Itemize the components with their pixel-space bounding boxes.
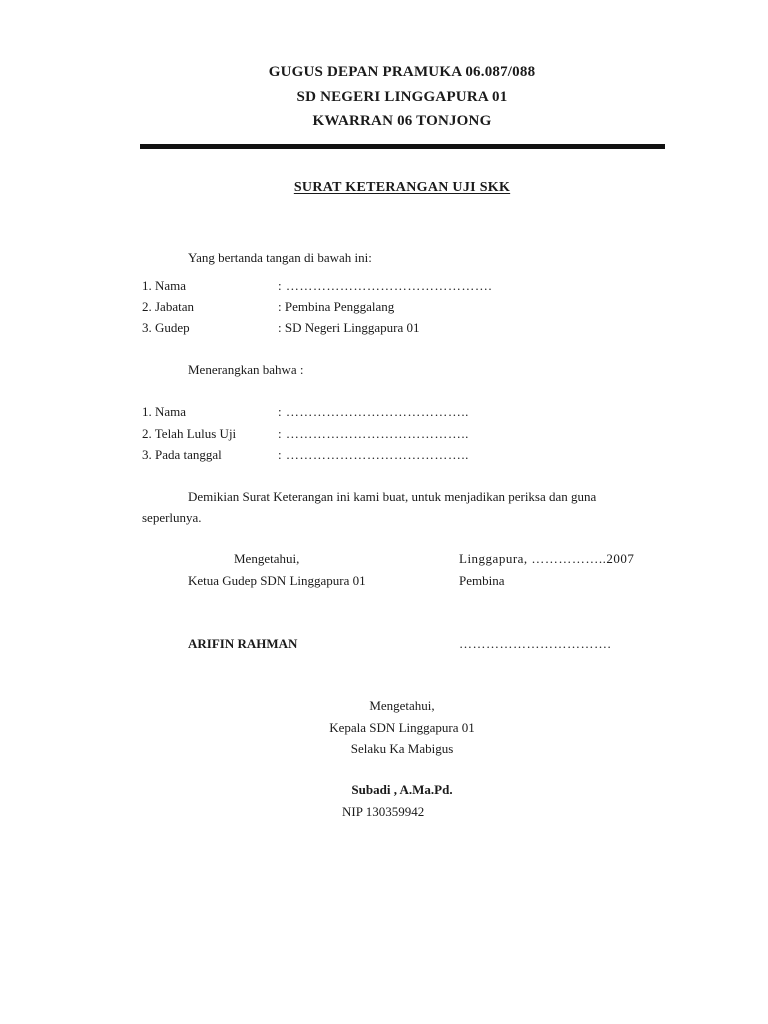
subject-date-value: : ………………………………….. — [278, 447, 469, 462]
left-role: Ketua Gudep SDN Linggapura 01 — [188, 573, 366, 588]
right-place-date: Linggapura, ……………..2007 — [459, 551, 635, 566]
footer-acknowledge: Mengetahui, — [369, 698, 435, 713]
subject-name-value: : ………………………………….. — [278, 404, 469, 419]
header-divider — [140, 144, 665, 149]
right-signer-name: ……………………………. — [459, 636, 612, 651]
header-line-1: GUGUS DEPAN PRAMUKA 06.087/088 — [268, 64, 536, 80]
subject-date-label: 3. Pada tanggal — [142, 447, 222, 462]
header-line-3: KWARRAN 06 TONJONG — [312, 113, 492, 129]
signer-gudep-value: : SD Negeri Linggapura 01 — [278, 320, 420, 335]
document-title: SURAT KETERANGAN UJI SKK — [293, 180, 511, 195]
signer-gudep-label: 3. Gudep — [142, 320, 190, 335]
closing-line-1: Demikian Surat Keterangan ini kami buat, untuk menjadikan periksa dan guna — [188, 489, 597, 504]
left-signer-name: ARIFIN RAHMAN — [188, 636, 298, 651]
left-acknowledge: Mengetahui, — [234, 551, 300, 566]
subject-name-label: 1. Nama — [142, 404, 187, 419]
footer-role-line-2: Selaku Ka Mabigus — [350, 741, 454, 756]
signer-position-value: : Pembina Penggalang — [278, 299, 395, 314]
subject-passed-label: 2. Telah Lulus Uji — [142, 426, 237, 441]
signer-name-value: : ………………………………………. — [278, 278, 493, 293]
closing-line-2: seperlunya. — [142, 510, 202, 525]
header-line-2: SD NEGERI LINGGAPURA 01 — [296, 89, 508, 105]
footer-role-line-1: Kepala SDN Linggapura 01 — [329, 720, 475, 735]
intro-text: Yang bertanda tangan di bawah ini: — [188, 250, 372, 265]
signer-position-label: 2. Jabatan — [142, 299, 194, 314]
right-role: Pembina — [459, 573, 505, 588]
footer-nip: NIP 130359942 — [342, 804, 425, 819]
footer-signer-name: Subadi , A.Ma.Pd. — [351, 782, 453, 797]
signer-name-label: 1. Nama — [142, 278, 187, 293]
statement-intro: Menerangkan bahwa : — [188, 362, 304, 377]
subject-passed-value: : ………………………………….. — [278, 426, 469, 441]
